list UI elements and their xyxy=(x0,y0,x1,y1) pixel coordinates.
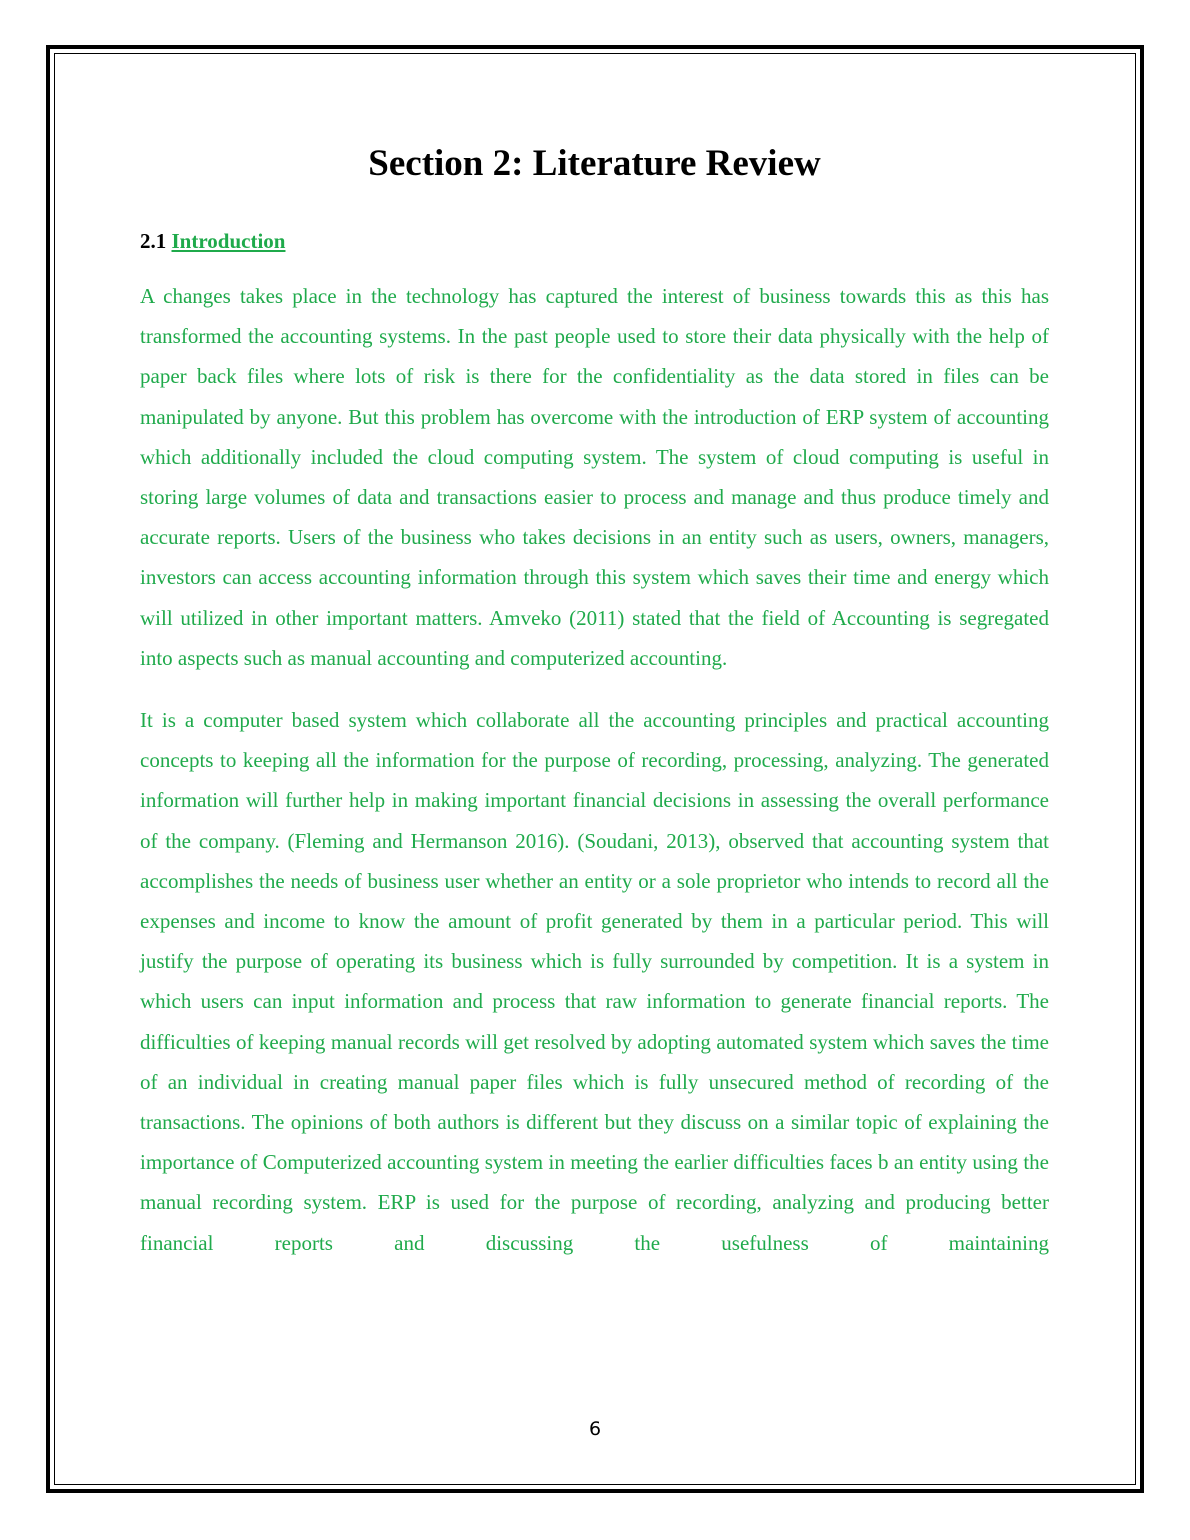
subsection-title-link[interactable]: Introduction xyxy=(171,229,286,253)
section-title: Section 2: Literature Review xyxy=(368,143,821,184)
subsection-heading xyxy=(140,228,1049,254)
page-number: 6 xyxy=(588,1418,602,1440)
page-content xyxy=(140,140,1049,1263)
subsection-number: 2.1 xyxy=(140,229,167,253)
paragraph-2: It is a computer based system which collaborate all the accounting principles and practical accounting concepts to keeping all the information for the purpose of recording, processing, analyzing. The generated information will further help in making important financial decisions in assessing the overall performance of the company. (Fleming and Hermanson 2016). (Soudani, 2013), observed that accounting system that accomplishes the needs of business user whether an entity or a sole proprietor who intends to record all the expenses and income to know the amount of profit generated by them in a particular period. This will justify the purpose of operating its business which is fully surrounded by competition. It is a system in which users can input information and process that raw information to generate financial reports. The difficulties of keeping manual records will get resolved by adopting automated system which saves the time of an individual in creating manual paper files which is fully unsecured method of recording of the transactions. The opinions of both authors is different but they discuss on a similar topic of explaining the importance of Computerized accounting system in meeting the earlier difficulties faces b an entity using the manual recording system. ERP is used for the purpose of recording, analyzing and producing better financial reports and discussing the usefulness of maintaining xyxy=(140,708,1049,1255)
paragraph-1: A changes takes place in the technology has captured the interest of business towards this as this has transformed the accounting systems. In the past people used to store their data physically with the help of paper back files where lots of risk is there for the confidentiality as the data stored in files can be manipulated by anyone. But this problem has overcome with the introduction of ERP system of accounting which additionally included the cloud computing system. The system of cloud computing is useful in storing large volumes of data and transactions easier to process and manage and thus produce timely and accurate reports. Users of the business who takes decisions in an entity such as users, owners, managers, investors can access accounting information through this system which saves their time and energy which will utilized in other important matters. Amveko (2011) stated that the field of Accounting is segregated into aspects such as manual accounting and computerized accounting. xyxy=(140,284,1049,670)
